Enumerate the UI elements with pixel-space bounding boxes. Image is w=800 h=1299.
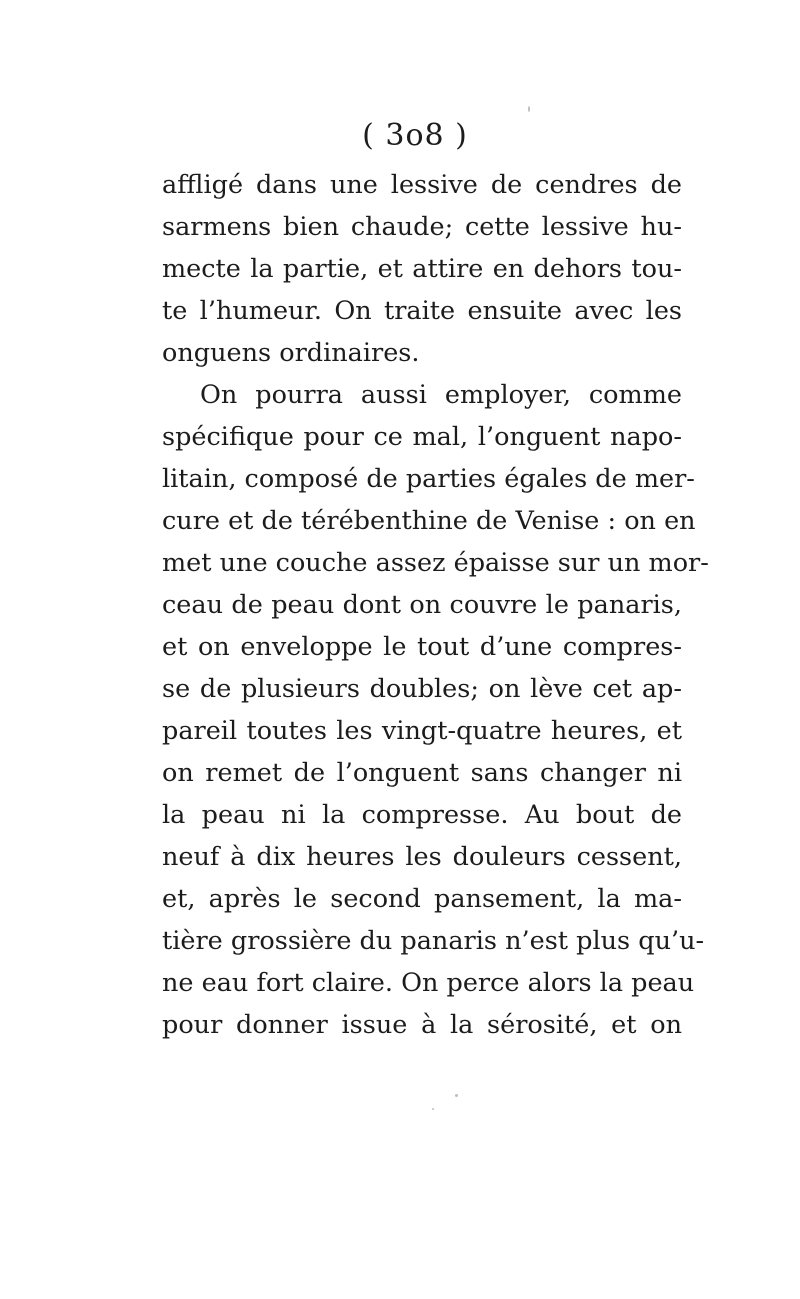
text-line: pour donner issue à la sérosité, et on <box>162 1010 682 1040</box>
text-line: ceau de peau dont on couvre le panaris, <box>162 590 682 620</box>
text-line: spécifique pour ce mal, l’onguent napo- <box>162 422 682 452</box>
page-number: ( 3o8 ) <box>362 118 468 153</box>
text-line: litain, composé de parties égales de mer- <box>162 464 695 494</box>
text-line: affligé dans une lessive de cendres de <box>162 170 682 200</box>
text-line: te l’humeur. On traite ensuite avec les <box>162 296 682 326</box>
text-line: neuf à dix heures les douleurs cessent, <box>162 842 682 872</box>
text-line: mecte la partie, et attire en dehors tou- <box>162 254 682 284</box>
text-line: onguens ordinaires. <box>162 338 420 368</box>
text-line: et, après le second pansement, la ma- <box>162 884 682 914</box>
body-text <box>162 164 709 1046</box>
text-line: ne eau fort claire. On perce alors la peau <box>162 968 695 998</box>
text-line: On pourra aussi employer, comme <box>200 380 682 410</box>
text-line: sarmens bien chaude; cette lessive hu- <box>162 212 682 242</box>
paper-speck <box>432 1108 434 1110</box>
text-line: pareil toutes les vingt-quatre heures, et <box>162 716 682 746</box>
text-line: se de plusieurs doubles; on lève cet ap- <box>162 674 682 704</box>
text-line: et on enveloppe le tout d’une compres- <box>162 632 682 662</box>
text-line: la peau ni la compresse. Au bout de <box>162 800 682 830</box>
text-line: met une couche assez épaisse sur un mor- <box>162 548 709 578</box>
text-line: cure et de térébenthine de Venise : on en <box>162 506 696 536</box>
text-line: tière grossière du panaris n’est plus qu’u- <box>162 926 705 956</box>
text-line: on remet de l’onguent sans changer ni <box>162 758 682 788</box>
paper-speck <box>528 106 530 112</box>
paper-speck <box>455 1094 458 1097</box>
